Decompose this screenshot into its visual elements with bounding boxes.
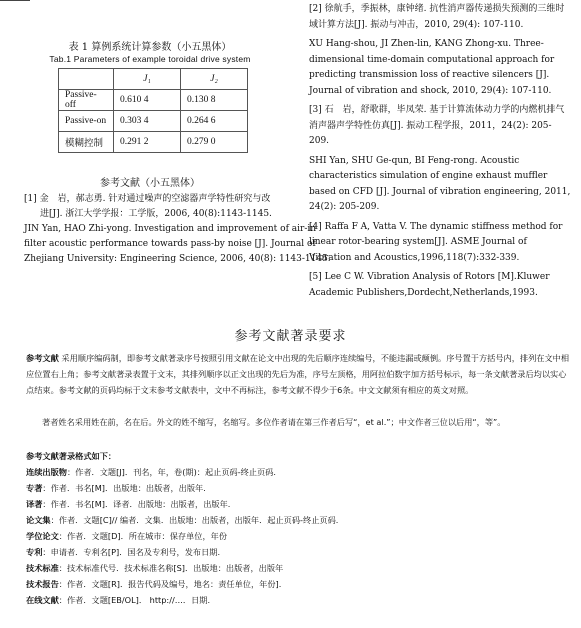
format-text: ：申请者．专利名[P]．国名及专利号，发布日期. [42, 547, 221, 557]
table-cell: 0.264 6 [181, 111, 248, 132]
format-text: ：作者．书名[M]．出版地：出版者，出版年. [42, 483, 206, 493]
format-item [26, 480, 338, 496]
table-cell: Passive-off [59, 90, 114, 111]
table-caption-en: Tab.1 Parameters of example toroidal drive system [49, 54, 251, 64]
left-references [24, 192, 331, 267]
format-item [26, 512, 338, 528]
table-cell: Passive-on [59, 111, 114, 132]
table-cell: 0.279 0 [181, 132, 248, 153]
format-item [26, 560, 338, 576]
format-label: 在线文献 [26, 595, 59, 605]
paragraph-text: 采用顺序编码制，即参考文献著录序号按照引用文献在论文中出现的先后顺序连续编号，不能违漏或颠倒。序号置于方括号内，排列在文中相应位置右上角；参考文献著录表置于文末，其排列顺序以正文出现的先后为准，序号左顶格，用阿拉伯数字加方括号标示，每一条文献著录后均以实心点结束。参考文献的页码均标于文末参考文献表中，文中不再标注，参考文献不得少于6条。中文文献须有相应的英文对照。 [26, 353, 570, 395]
reference-line: [1] 金 岩，郝志勇. 针对通过噪声的空滤器声学特性研究与改 [24, 194, 271, 204]
table-row [59, 132, 248, 153]
reference-line: 进[J]. 浙江大学学报：工学版，2006, 40(8):1143-1145. [40, 209, 272, 219]
table-cell: 0.291 2 [114, 132, 181, 153]
format-text: ：作者．文题[J]．刊名，年，卷(期)：起止页码-终止页码. [66, 467, 277, 477]
section-title: 参考文献著录要求 [234, 329, 347, 344]
reference-item: [2] 徐航手，季振林，康钟绪. 抗性消声器传递损失预测的三维时域计算方法[J]. 振动与冲击，2010, 29(4): 107-110. [309, 4, 565, 30]
format-text: ：作者．文题[D]．所在城市：保存单位，年份 [58, 531, 228, 541]
reference-item: SHI Yan, SHU Ge-qun, BI Feng-rong. Acoustic characteristics simulation of engine exhaust muffler based on CFD [J]. Journal of vibration engineering, 2011, 24(2): 205-209. [309, 155, 571, 212]
format-item [26, 464, 338, 480]
table-header-row [59, 69, 248, 90]
table-row [59, 90, 248, 111]
reference-item: [5] Lee C W. Vibration Analysis of Rotors [M].Kluwer Academic Publishers,Dordecht,Netherlands,1993. [309, 272, 550, 298]
parameters-table [58, 68, 248, 153]
format-title: 参考文献著录格式如下： [26, 451, 117, 461]
right-references [309, 2, 571, 305]
table-caption-cn: 表 1 算例系统计算参数（小五黑体） [68, 42, 232, 53]
format-item [26, 576, 338, 592]
author-rules-paragraph: 著者姓名采用姓在前，名在后。外文的姓不缩写，名缩写。多位作者请在第三作者后写“，et al.”；中文作者三位以后用“，等”。 [42, 417, 506, 427]
table-cell: 0.610 4 [114, 90, 181, 111]
reference-item: [4] Raffa F A, Vatta V. The dynamic stiffness method for linear rotor-bearing system[J]. ASME Journal of Vibration and Acoustics,1996,118(7):332-339. [309, 221, 563, 263]
reference-item: XU Hang-shou, JI Zhen-lin, KANG Zhong-xu. Three-dimensional time-domain computational approach for predicting transmission loss of reactive silencers [J]. Journal of vibration and shock, 2010, 29(4): 107-110. [309, 39, 555, 96]
table-header-cell: J₁ [114, 69, 181, 90]
reference-line: JIN Yan, HAO Zhi-yong. Investigation and improvement of air-in [24, 224, 317, 234]
table-cell: 0.130 8 [181, 90, 248, 111]
top-rule [0, 0, 30, 1]
format-label: 专利 [26, 547, 43, 557]
format-text: ：技术标准代号．技术标准名称[S]．出版地：出版者，出版年 [58, 563, 284, 573]
format-label: 译著 [26, 499, 43, 509]
table-cell: 0.303 4 [114, 111, 181, 132]
format-label: 连续出版物 [26, 467, 67, 477]
format-item [26, 544, 338, 560]
table-header-cell: J₂ [181, 69, 248, 90]
table-cell: 模糊控制 [59, 132, 114, 153]
paragraph-lead: 参考文献 [26, 353, 59, 363]
format-text: ：作者．文题[R]．报告代码及编号，地名：责任单位，年份]. [58, 579, 282, 589]
table-header-cell [59, 69, 114, 90]
format-item [26, 528, 338, 544]
format-text: ：作者．书名[M]．译者．出版地：出版者，出版年. [42, 499, 231, 509]
format-text: ：作者．文题[EB/OL]． http://…．日期. [58, 595, 211, 605]
table-row [59, 111, 248, 132]
reference-item: [3] 石 岩，舒歌群，毕凤荣. 基于计算流体动力学的内燃机排气消声器声学特性仿真[J]. 振动工程学报，2011，24(2): 205-209. [309, 105, 565, 146]
format-label: 学位论文 [26, 531, 59, 541]
format-label: 技术标准 [26, 563, 59, 573]
format-list [26, 464, 338, 608]
format-text: ：作者．文题[C]// 编者．文集．出版地：出版者，出版年．起止页码-终止页码. [50, 515, 339, 525]
format-item [26, 496, 338, 512]
format-item [26, 592, 338, 608]
reference-rules-paragraph [26, 350, 574, 398]
format-label: 论文集 [26, 515, 51, 525]
format-label: 专著 [26, 483, 43, 493]
reference-line: filter acoustic performance towards pass-by noise [J]. Journal of [24, 239, 316, 249]
format-label: 技术报告 [26, 579, 59, 589]
reference-line: Zhejiang University: Engineering Science, 2006, 40(8): 1143-1145. [24, 254, 331, 264]
references-heading: 参考文献（小五黑体） [100, 178, 200, 189]
